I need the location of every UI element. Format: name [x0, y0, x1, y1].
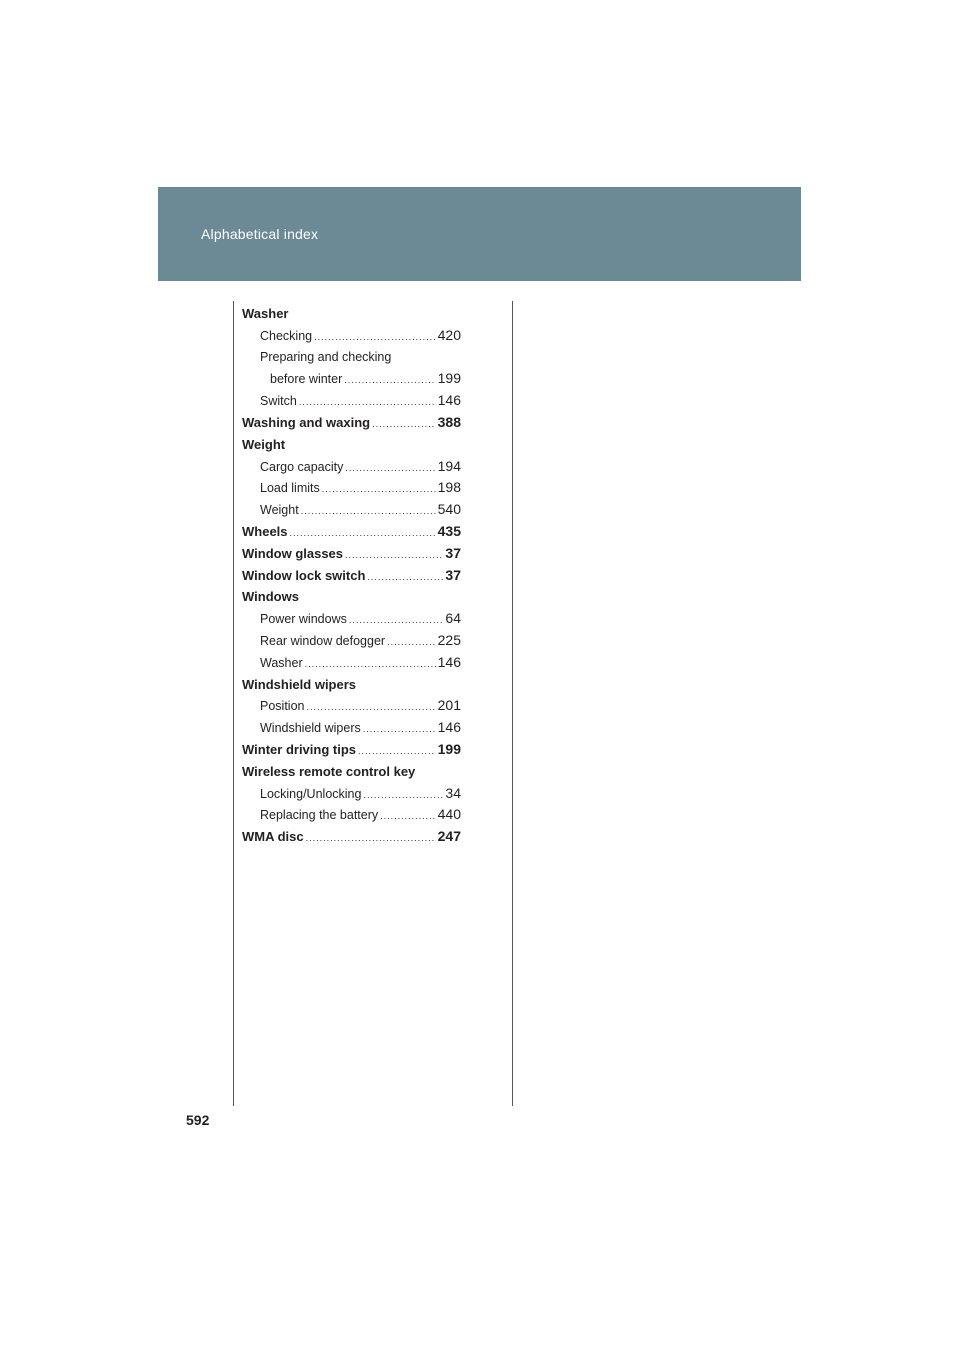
index-entry-page: 199: [437, 370, 461, 387]
index-entry: [242, 652, 461, 674]
index-entry: [242, 368, 461, 390]
index-entry: [242, 412, 461, 434]
dot-leader: [345, 458, 435, 480]
index-entry: [242, 456, 461, 478]
index-entry-page: 199: [437, 740, 461, 757]
index-entry-text: Cargo capacity: [260, 459, 344, 474]
index-entry: [242, 565, 461, 587]
index-list: [242, 303, 461, 848]
dot-leader: [305, 654, 436, 676]
index-entry-page: 37: [445, 566, 461, 583]
index-entry: [242, 608, 461, 630]
index-entry-text: Load limits: [260, 481, 320, 496]
index-entry-text: Weight: [260, 503, 299, 518]
dot-leader: [322, 479, 436, 501]
index-entry-page: 64: [445, 610, 461, 627]
index-entry: [242, 739, 461, 761]
index-entry: [242, 586, 461, 608]
index-entry-text: Windows: [242, 589, 299, 605]
index-entry-text: Window lock switch: [242, 567, 366, 583]
index-entry: [242, 347, 461, 369]
dot-leader: [290, 523, 436, 545]
index-entry: [242, 543, 461, 565]
index-entry: [242, 477, 461, 499]
dot-leader: [344, 370, 435, 392]
index-entry: [242, 499, 461, 521]
dot-leader: [306, 697, 435, 719]
dot-leader: [349, 610, 444, 632]
index-entry-text: Washer: [242, 306, 289, 321]
index-entry-text: Switch: [260, 394, 297, 409]
dot-leader: [358, 741, 436, 763]
dot-leader: [301, 501, 436, 523]
index-entry-page: 146: [437, 719, 461, 736]
index-entry-text: Locking/Unlocking: [260, 786, 362, 801]
index-entry-text: Preparing and checking: [260, 349, 392, 364]
index-entry-text: Wheels: [242, 523, 288, 539]
dot-leader: [363, 785, 443, 807]
index-entry-page: 247: [437, 828, 461, 845]
index-entry-text: Window glasses: [242, 545, 344, 561]
index-entry: [242, 325, 461, 347]
dot-leader: [387, 632, 436, 654]
index-entry-page: 540: [437, 501, 461, 518]
dot-leader: [372, 414, 436, 436]
header-band: [158, 187, 801, 281]
index-entry-text: Position: [260, 699, 305, 714]
index-entry-page: 420: [437, 326, 461, 343]
index-entry-page: 198: [437, 479, 461, 496]
index-entry: [242, 674, 461, 696]
dot-leader: [367, 567, 443, 589]
index-entry: [242, 761, 461, 783]
column-divider-right: [512, 301, 513, 1106]
index-entry-text: WMA disc: [242, 829, 304, 845]
index-entry-page: 146: [437, 392, 461, 409]
index-entry-page: 225: [437, 631, 461, 648]
index-entry: [242, 390, 461, 412]
index-entry-page: 146: [437, 653, 461, 670]
column-divider-left: [233, 301, 234, 1106]
index-entry: [242, 695, 461, 717]
dot-leader: [314, 327, 436, 349]
index-entry-text: Rear window defogger: [260, 633, 386, 648]
index-entry: [242, 303, 461, 325]
index-entry: [242, 804, 461, 826]
dot-leader: [363, 719, 436, 741]
index-entry-page: 37: [445, 544, 461, 561]
index-entry-page: 194: [437, 457, 461, 474]
index-entry: [242, 521, 461, 543]
index-entry-text: Washer: [260, 655, 303, 670]
index-entry-page: 388: [437, 413, 461, 430]
index-entry-text: Winter driving tips: [242, 741, 356, 757]
index-entry-page: 34: [445, 784, 461, 801]
dot-leader: [299, 392, 436, 414]
dot-leader: [380, 806, 436, 828]
page-number: 592: [186, 1112, 210, 1128]
index-entry-text: Washing and waxing: [242, 414, 371, 430]
dot-leader: [306, 828, 436, 850]
section-title: Alphabetical index: [201, 226, 319, 242]
index-entry: [242, 717, 461, 739]
index-entry-page: 440: [437, 806, 461, 823]
index-entry-text: Checking: [260, 328, 313, 343]
dot-leader: [345, 545, 443, 567]
index-entry: [242, 630, 461, 652]
index-entry-text: Wireless remote control key: [242, 763, 416, 779]
index-entry-text: Replacing the battery: [260, 808, 379, 823]
index-entry-text: Windshield wipers: [260, 721, 361, 736]
index-entry-page: 435: [437, 522, 461, 539]
index-entry-text: Windshield wipers: [242, 676, 357, 692]
index-entry-page: 201: [437, 697, 461, 714]
index-entry: [242, 783, 461, 805]
index-entry-text: Weight: [242, 436, 286, 452]
index-entry-text: Power windows: [260, 612, 347, 627]
index-entry: [242, 826, 461, 848]
index-entry: [242, 434, 461, 456]
index-entry-text: before winter: [270, 372, 343, 387]
